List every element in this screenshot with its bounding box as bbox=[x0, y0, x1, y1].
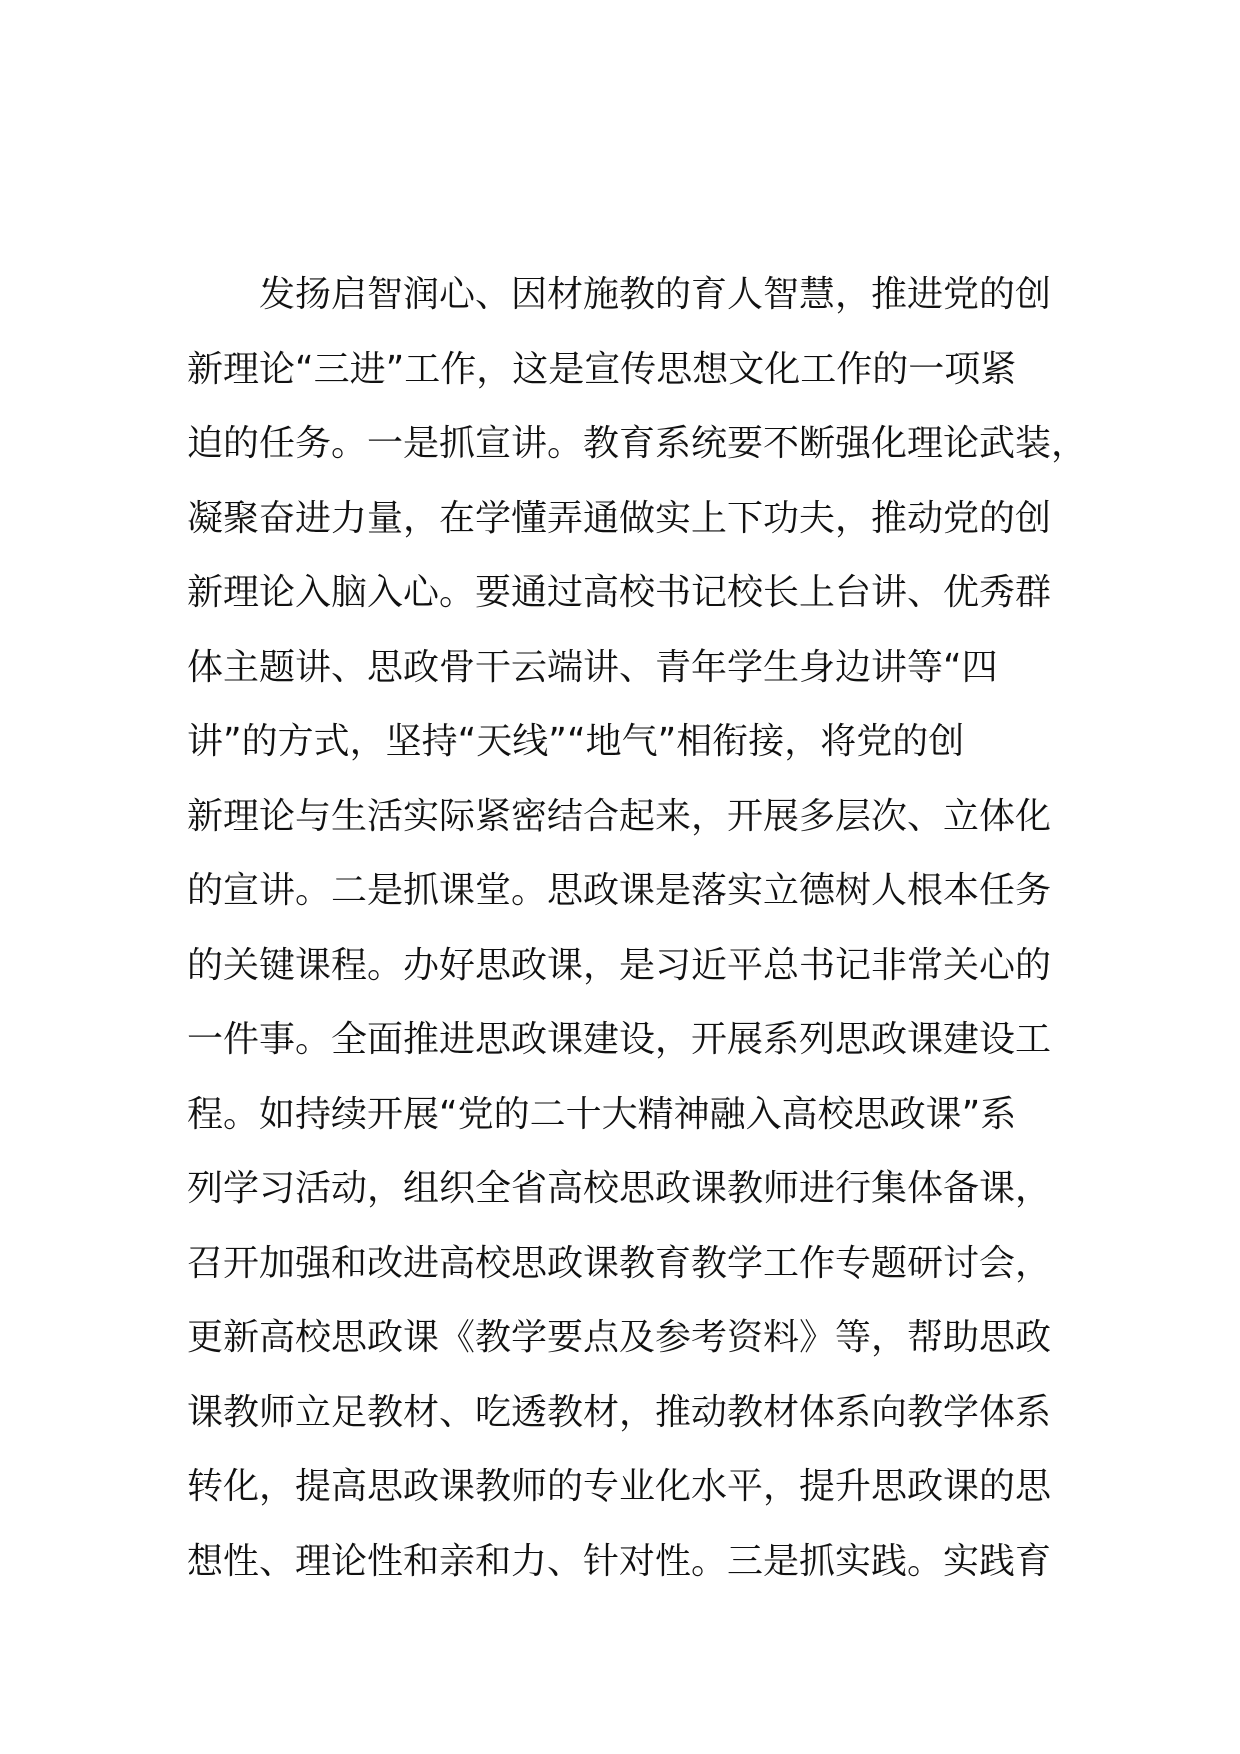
paragraph-line: 迫的任务。一是抓宣讲。教育系统要不断强化理论武装， bbox=[187, 423, 1088, 464]
paragraph-line: 想性、理论性和亲和力、针对性。三是抓实践。实践育 bbox=[187, 1540, 1052, 1582]
paragraph-line: 凝聚奋进力量，在学懂弄通做实上下功夫，推动党的创 bbox=[187, 497, 1052, 539]
paragraph-line: 新理论“三进”工作，这是宣传思想文化工作的一项紧 bbox=[187, 348, 1017, 390]
paragraph-line: 一件事。全面推进思政课建设，开展系列思政课建设工 bbox=[187, 1019, 1052, 1060]
paragraph-line: 新理论入脑入心。要通过高校书记校长上台讲、优秀群 bbox=[187, 572, 1052, 613]
paragraph-line: 新理论与生活实际紧密结合起来，开展多层次、立体化 bbox=[187, 795, 1052, 837]
paragraph-line: 程。如持续开展“党的二十大精神融入高校思政课”系 bbox=[187, 1093, 1017, 1135]
paragraph-line: 的关键课程。办好思政课，是习近平总书记非常关心的 bbox=[187, 944, 1052, 986]
paragraph-line: 讲”的方式，坚持“天线”“地气”相衔接，将党的创 bbox=[187, 721, 965, 762]
paragraph-line: 体主题讲、思政骨干云端讲、青年学生身边讲等“四 bbox=[187, 646, 998, 688]
paragraph-line: 召开加强和改进高校思政课教育教学工作专题研讨会， bbox=[187, 1242, 1052, 1284]
paragraph-line: 课教师立足教材、吃透教材，推动教材体系向教学体系 bbox=[187, 1391, 1052, 1433]
paragraph-line: 列学习活动，组织全省高校思政课教师进行集体备课， bbox=[187, 1168, 1052, 1209]
paragraph-line: 更新高校思政课《教学要点及参考资料》等，帮助思政 bbox=[187, 1317, 1052, 1358]
paragraph-line: 发扬启智润心、因材施教的育人智慧，推进党的创 bbox=[259, 274, 1052, 315]
body-paragraph bbox=[187, 258, 1087, 1599]
paragraph-line: 转化，提高思政课教师的专业化水平，提升思政课的思 bbox=[187, 1466, 1052, 1507]
paragraph-line: 的宣讲。二是抓课堂。思政课是落实立德树人根本任务 bbox=[187, 870, 1052, 911]
